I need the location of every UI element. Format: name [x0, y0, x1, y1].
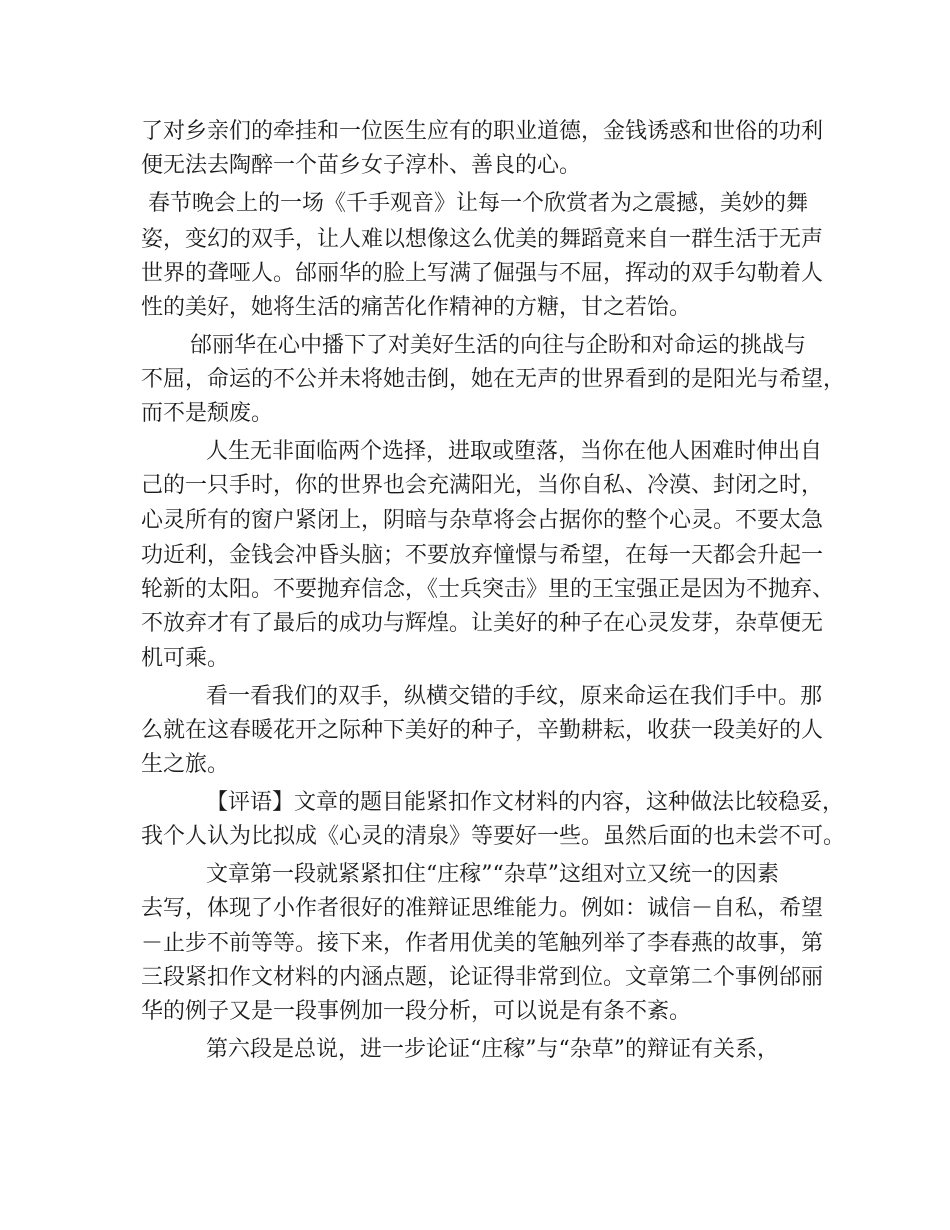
text-line: 世界的聋哑人。邰丽华的脸上写满了倔强与不屈，挥动的双手勾勒着人 — [141, 261, 824, 286]
text-line: 看一看我们的双手，纵横交错的手纹，原来命运在我们手中。那 — [206, 684, 823, 709]
text-line: 性的美好，她将生活的痛苦化作精神的方糖，甘之若饴。 — [141, 295, 692, 320]
text-line: 不放弃才有了最后的成功与辉煌。让美好的种子在心灵发芽，杂草便无 — [141, 611, 824, 636]
text-line: 轮新的太阳。不要抛弃信念，《士兵突击》里的王宝强正是因为不抛弃、 — [141, 577, 835, 602]
text-line: 么就在这春暖花开之际种下美好的种子，辛勤耕耘，收获一段美好的人 — [141, 718, 824, 743]
text-line: 己的一只手时，你的世界也会充满阳光，当你自私、冷漠、封闭之时， — [141, 473, 824, 498]
text-line: 机可乘。 — [141, 646, 230, 671]
text-line: 而不是颓废。 — [141, 401, 274, 426]
text-line: 春节晚会上的一场《千手观音》让每一个欣赏者为之震撼，美妙的舞 — [141, 191, 808, 216]
text-line: 文章第一段就紧紧扣住“庄稼”“杂草”这组对立又统一的因素 — [206, 862, 779, 887]
text-line: 邰丽华在心中播下了对美好生活的向往与企盼和对命运的挑战与 — [190, 333, 807, 358]
text-line: －止步不前等等。接下来，作者用优美的笔触列举了李春燕的故事，第 — [141, 931, 824, 956]
text-line: 【评语】文章的题目能紧扣作文材料的内容，这种做法比较稳妥， — [206, 790, 845, 815]
text-line: 心灵所有的窗户紧闭上，阴暗与杂草将会占据你的整个心灵。不要太急 — [141, 508, 824, 533]
text-line: 了对乡亲们的牵挂和一位医生应有的职业道德，金钱诱惑和世俗的功利 — [141, 119, 824, 144]
text-line: 去写，体现了小作者很好的准辩证思维能力。例如：诚信－自私，希望 — [141, 896, 824, 921]
text-line: 我个人认为比拟成《心灵的清泉》等要好一些。虽然后面的也未尝不可。 — [141, 824, 846, 849]
text-line: 姿，变幻的双手，让人难以想像这么优美的舞蹈竟来自一群生活于无声 — [141, 227, 824, 252]
text-line: 华的例子又是一段事例加一段分析，可以说是有条不紊。 — [141, 999, 692, 1024]
text-line: 生之旅。 — [141, 752, 230, 777]
text-line: 人生无非面临两个选择，进取或堕落，当你在他人困难时伸出自 — [206, 439, 823, 464]
text-line: 第六段是总说，进一步论证“庄稼”与“杂草”的辩证有关系， — [206, 1037, 779, 1062]
text-line: 功近利，金钱会冲昏头脑；不要放弃憧憬与希望，在每一天都会升起一 — [141, 543, 824, 568]
text-line: 不屈，命运的不公并未将她击倒，她在无声的世界看到的是阳光与希望， — [141, 367, 846, 392]
text-line: 便无法去陶醉一个苗乡女子淳朴、善良的心。 — [141, 153, 582, 178]
text-line: 三段紧扣作文材料的内涵点题，论证得非常到位。文章第二个事例邰丽 — [141, 965, 824, 990]
